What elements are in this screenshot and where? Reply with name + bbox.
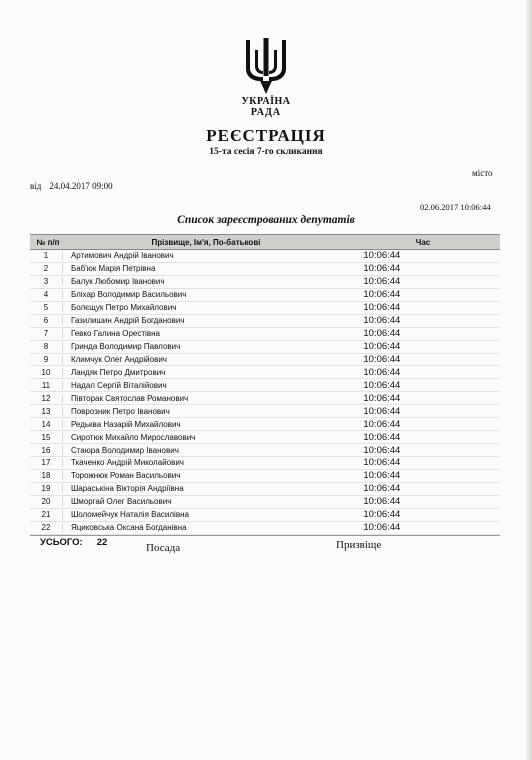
- row-time: 10:06:44: [363, 250, 401, 262]
- table-row: [30, 315, 500, 328]
- date-value: 24.04.2017 09:00: [49, 181, 113, 191]
- row-name: Редьква Назарій Михайлович: [62, 420, 293, 429]
- row-name: Надал Сергій Віталійович: [62, 381, 293, 390]
- row-time: 10:06:44: [363, 496, 401, 508]
- row-time: 10:06:44: [363, 522, 401, 534]
- row-number: 13: [41, 406, 51, 416]
- row-number: 11: [41, 380, 51, 390]
- row-name: Півторак Святослав Романович: [62, 394, 293, 403]
- row-number: 15: [41, 432, 51, 442]
- table-row: [30, 341, 500, 354]
- row-time: 10:06:44: [363, 444, 401, 456]
- row-time: 10:06:44: [363, 379, 401, 391]
- row-name: Яциковська Оксана Богданівна: [62, 523, 293, 532]
- row-name: Шморгай Олег Васильович: [62, 497, 293, 506]
- row-time: 10:06:44: [363, 328, 401, 340]
- row-time: 10:06:44: [363, 405, 401, 417]
- row-number: 2: [43, 264, 49, 274]
- row-time: 10:06:44: [363, 457, 401, 469]
- row-number: 17: [41, 458, 51, 468]
- table-row: [30, 392, 500, 405]
- row-number: 20: [41, 497, 51, 507]
- row-time: 10:06:44: [363, 276, 401, 288]
- total-label: УСЬОГО:: [40, 536, 83, 548]
- row-name: Торожнюк Роман Васильович: [62, 471, 293, 480]
- row-number: 5: [43, 303, 49, 313]
- row-number: 7: [43, 329, 49, 339]
- table-row: [30, 354, 500, 367]
- signature-position-label: Посада: [146, 542, 181, 554]
- row-number: 4: [43, 290, 49, 300]
- table-row: [30, 483, 500, 496]
- row-time: 10:06:44: [363, 392, 401, 404]
- table-row: [30, 250, 500, 263]
- column-header-time: Час: [415, 237, 431, 247]
- row-name: Балук Любомир Іванович: [62, 277, 293, 286]
- row-name: Поврозник Петро Іванович: [62, 407, 293, 416]
- row-name: Ткаченко Андрій Миколайович: [62, 458, 293, 467]
- row-name: Шараськіна Вікторія Андріївна: [62, 484, 293, 493]
- row-time: 10:06:44: [363, 483, 401, 495]
- council-name: РАДА: [250, 107, 282, 118]
- table-row: [30, 522, 500, 535]
- trident-emblem-icon: [244, 36, 288, 96]
- row-number: 21: [41, 510, 51, 520]
- table-row: [30, 276, 500, 289]
- row-number: 16: [41, 445, 51, 455]
- row-name: Климчук Олег Андрійович: [62, 355, 293, 364]
- row-number: 18: [41, 471, 51, 481]
- list-title: Список зареєстрованих депутатів: [177, 214, 355, 226]
- row-name: Ландяк Петро Дмитрович: [62, 368, 293, 377]
- row-name: Бліхар Володимир Васильович: [62, 290, 293, 299]
- table-row: [30, 289, 500, 302]
- table-row: [30, 263, 500, 276]
- table-row: [30, 444, 500, 457]
- row-number: 12: [41, 393, 51, 403]
- printed-timestamp: 02.06.2017 10:06:44: [420, 202, 491, 212]
- table-row: [30, 302, 500, 315]
- row-name: Сиротюк Михайло Мирославович: [62, 433, 293, 442]
- row-number: 19: [41, 484, 51, 494]
- row-number: 1: [43, 251, 49, 261]
- row-time: 10:06:44: [363, 418, 401, 430]
- row-time: 10:06:44: [363, 470, 401, 482]
- column-header-name: Прізвище, Ім'я, По-батькові: [151, 237, 261, 247]
- total-row: [30, 535, 500, 549]
- row-name: Газилишин Андрій Богданович: [62, 316, 293, 325]
- row-time: 10:06:44: [363, 289, 401, 301]
- row-time: 10:06:44: [363, 341, 401, 353]
- table-row: [30, 405, 500, 418]
- row-number: 3: [43, 277, 49, 287]
- document-title: РЕЄСТРАЦІЯ: [206, 126, 326, 145]
- session-date: [30, 181, 113, 191]
- table-row: [30, 470, 500, 483]
- table-row: [30, 379, 500, 392]
- row-name: Баб'юк Марія Петрівна: [62, 264, 293, 273]
- row-time: 10:06:44: [363, 315, 401, 327]
- signature-surname-label: Призвіще: [336, 539, 382, 551]
- row-time: 10:06:44: [363, 263, 401, 275]
- row-number: 22: [41, 523, 51, 533]
- row-time: 10:06:44: [363, 302, 401, 314]
- row-time: 10:06:44: [363, 509, 401, 521]
- row-number: 8: [43, 342, 49, 352]
- registered-deputies-table: [30, 234, 500, 549]
- table-row: [30, 496, 500, 509]
- row-name: Стаюра Володимир Іванович: [62, 446, 293, 455]
- total-value: 22: [96, 536, 108, 548]
- row-number: 6: [43, 316, 49, 326]
- table-body: [30, 250, 500, 535]
- row-time: 10:06:44: [363, 353, 401, 365]
- row-name: Гевко Галина Орестівна: [62, 329, 293, 338]
- row-time: 10:06:44: [363, 366, 401, 378]
- city-label: місто: [472, 168, 493, 178]
- table-row: [30, 366, 500, 379]
- row-number: 14: [41, 419, 51, 429]
- row-number: 10: [41, 367, 51, 377]
- row-number: 9: [43, 354, 49, 364]
- table-header: [30, 234, 500, 250]
- table-row: [30, 509, 500, 522]
- column-header-number: № п/п: [36, 237, 60, 247]
- table-row: [30, 418, 500, 431]
- country-name: УКРАЇНА: [241, 96, 291, 107]
- row-name: Болєщук Петро Михайлович: [62, 303, 293, 312]
- table-row: [30, 328, 500, 341]
- table-row: [30, 457, 500, 470]
- session-info: 15-та сесія 7-го скликання: [209, 147, 323, 157]
- date-label: від: [30, 181, 42, 191]
- row-time: 10:06:44: [363, 431, 401, 443]
- row-name: Шоломейчук Наталія Василівна: [62, 510, 293, 519]
- table-row: [30, 431, 500, 444]
- row-name: Артимович Андрій Іванович: [62, 251, 293, 260]
- row-name: Гринда Володимир Павлович: [62, 342, 293, 351]
